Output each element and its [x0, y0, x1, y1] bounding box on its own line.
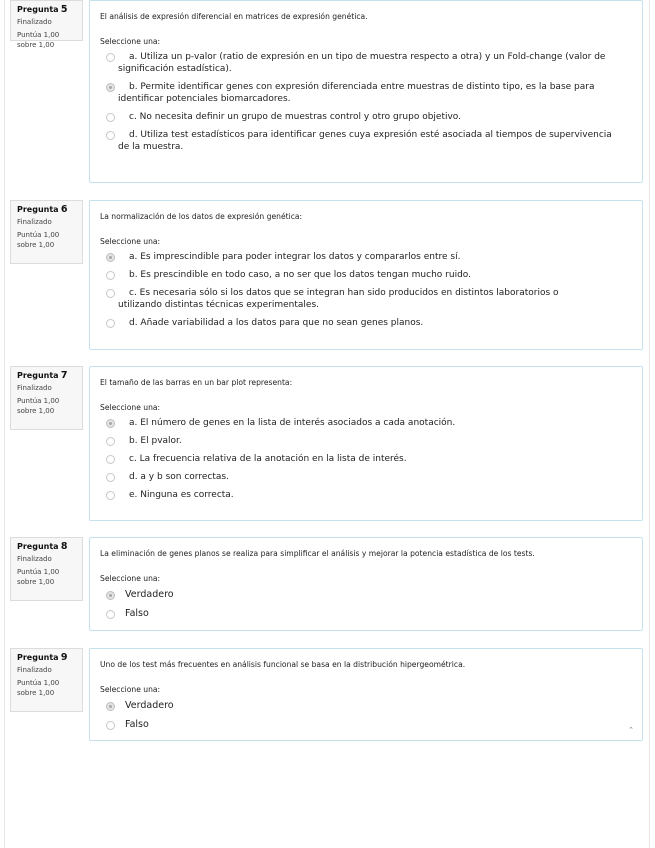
question-label: Pregunta	[17, 542, 59, 551]
answer-text: b. El pvalor.	[129, 436, 182, 446]
answer-text: a. Utiliza un p-valor (ratio de expresión en un tipo de muestra respecto a otra) y un Fold-change (valor de significación estadística).	[118, 52, 606, 74]
question-info	[10, 648, 83, 712]
select-one-prompt: Seleccione una:	[100, 403, 161, 412]
question-grade: Puntúa 1,00	[17, 568, 60, 576]
answer-option-false[interactable]	[100, 608, 632, 620]
answer-option-false[interactable]	[100, 719, 632, 731]
question-number: 5	[60, 4, 68, 15]
answer-option[interactable]	[100, 317, 632, 329]
question-number: 6	[60, 204, 68, 215]
question-info	[10, 537, 83, 601]
radio-button[interactable]	[106, 253, 115, 262]
answer-option[interactable]	[100, 269, 632, 281]
radio-button[interactable]	[106, 83, 115, 92]
select-one-prompt: Seleccione una:	[100, 685, 161, 694]
question-grade-max: sobre 1,00	[17, 241, 55, 249]
question-grade: Puntúa 1,00	[17, 397, 60, 405]
select-one-prompt: Seleccione una:	[100, 574, 161, 583]
question-number: 9	[60, 652, 68, 663]
radio-button[interactable]	[106, 591, 115, 600]
question-grade: Puntúa 1,00	[17, 231, 60, 239]
radio-button[interactable]	[106, 419, 115, 428]
answer-option[interactable]	[100, 51, 632, 75]
question-text: El análisis de expresión diferencial en matrices de expresión genética.	[100, 12, 368, 21]
answer-option[interactable]	[100, 129, 632, 153]
answer-text: c. La frecuencia relativa de la anotación en la lista de interés.	[129, 454, 407, 464]
question-state: Finalizado	[17, 218, 52, 226]
question-label: Pregunta	[17, 5, 59, 14]
radio-button[interactable]	[106, 437, 115, 446]
question-state: Finalizado	[17, 555, 52, 563]
answer-text: c. No necesita definir un grupo de muestras control y otro grupo objetivo.	[129, 112, 462, 122]
answer-list	[100, 700, 632, 731]
question-number: 7	[60, 370, 68, 381]
radio-button[interactable]	[106, 455, 115, 464]
answer-text: Verdadero	[125, 700, 174, 711]
question-formulation	[89, 648, 643, 741]
question-formulation	[89, 366, 643, 521]
answer-text: b. Permite identificar genes con expresión diferenciada entre muestras de distinto tipo, es la base para identificar potenciales biomarcadores.	[118, 82, 595, 104]
answer-text: d. Utiliza test estadísticos para identificar genes cuya expresión esté asociada al tiempos de supervivencia de la muestra.	[118, 130, 612, 152]
answer-option-true[interactable]	[100, 589, 632, 601]
select-one-prompt: Seleccione una:	[100, 237, 161, 246]
radio-button[interactable]	[106, 702, 115, 711]
answer-list	[100, 417, 632, 501]
answer-text: a. Es imprescindible para poder integrar los datos y compararlos entre sí.	[129, 252, 461, 262]
question-grade: Puntúa 1,00	[17, 31, 60, 39]
answer-text: c. Es necesaria sólo si los datos que se integran han sido producidos en distintos laboratorios o utilizando distintas técnicas experimentales.	[118, 288, 559, 310]
question-state: Finalizado	[17, 18, 52, 26]
question-formulation	[89, 200, 643, 350]
question-grade-max: sobre 1,00	[17, 578, 55, 586]
question-text: La eliminación de genes planos se realiza para simplificar el análisis y mejorar la potencia estadística de los tests.	[100, 549, 535, 558]
answer-text: b. Es prescindible en todo caso, a no ser que los datos tengan mucho ruido.	[129, 270, 471, 280]
question-label: Pregunta	[17, 653, 59, 662]
answer-text: e. Ninguna es correcta.	[129, 490, 234, 500]
answer-list	[100, 589, 632, 620]
radio-button[interactable]	[106, 491, 115, 500]
answer-option[interactable]	[100, 81, 632, 105]
chevron-up-icon[interactable]: ⌃	[628, 726, 634, 734]
answer-option[interactable]	[100, 489, 632, 501]
question-label: Pregunta	[17, 205, 59, 214]
question-text: El tamaño de las barras en un bar plot representa:	[100, 378, 293, 387]
question-info	[10, 366, 83, 430]
question-label: Pregunta	[17, 371, 59, 380]
answer-text: Falso	[125, 608, 149, 619]
radio-button[interactable]	[106, 53, 115, 62]
radio-button[interactable]	[106, 271, 115, 280]
radio-button[interactable]	[106, 473, 115, 482]
question-formulation	[89, 0, 643, 183]
answer-text: d. a y b son correctas.	[129, 472, 229, 482]
question-grade-max: sobre 1,00	[17, 689, 55, 697]
answer-text: Falso	[125, 719, 149, 730]
answer-option[interactable]	[100, 111, 632, 123]
question-text: La normalización de los datos de expresión genética:	[100, 212, 303, 221]
question-grade: Puntúa 1,00	[17, 679, 60, 687]
answer-option[interactable]	[100, 251, 632, 263]
answer-option[interactable]	[100, 471, 632, 483]
question-grade-max: sobre 1,00	[17, 407, 55, 415]
radio-button[interactable]	[106, 610, 115, 619]
radio-button[interactable]	[106, 131, 115, 140]
question-text: Uno de los test más frecuentes en análisis funcional se basa en la distribución hipergeométrica.	[100, 660, 466, 669]
question-info	[10, 200, 83, 264]
answer-list	[100, 251, 632, 329]
answer-text: d. Añade variabilidad a los datos para que no sean genes planos.	[129, 318, 424, 328]
question-state: Finalizado	[17, 384, 52, 392]
answer-option-true[interactable]	[100, 700, 632, 712]
answer-option[interactable]	[100, 417, 632, 429]
question-number: 8	[60, 541, 68, 552]
answer-option[interactable]	[100, 287, 632, 311]
question-formulation	[89, 537, 643, 631]
answer-text: a. El número de genes en la lista de interés asociados a cada anotación.	[129, 418, 456, 428]
answer-text: Verdadero	[125, 589, 174, 600]
question-info	[10, 0, 83, 49]
answer-option[interactable]	[100, 435, 632, 447]
answer-option[interactable]	[100, 453, 632, 465]
select-one-prompt: Seleccione una:	[100, 37, 161, 46]
answer-list	[100, 51, 632, 153]
question-grade-max: sobre 1,00	[17, 41, 55, 49]
question-state: Finalizado	[17, 666, 52, 674]
radio-button[interactable]	[106, 721, 115, 730]
radio-button[interactable]	[106, 319, 115, 328]
radio-button[interactable]	[106, 113, 115, 122]
radio-button[interactable]	[106, 289, 115, 298]
